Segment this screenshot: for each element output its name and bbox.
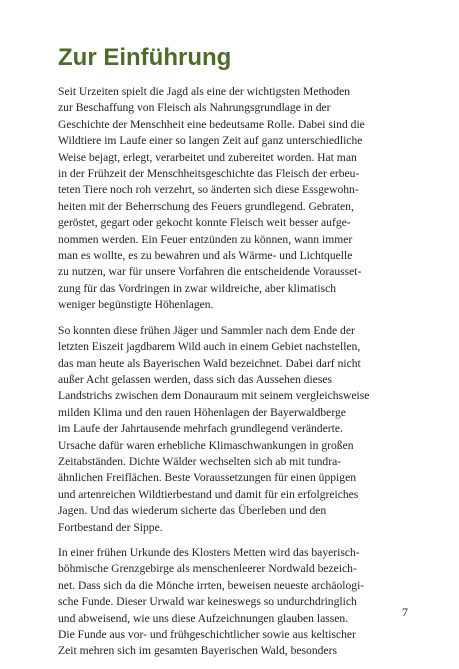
text-line: man es wollte, es zu bewahren und als Wärme- und Lichtquelle	[58, 249, 353, 263]
text-line: Zeitabständen. Dichte Wälder wechselten sich ab mit tundra-	[58, 454, 342, 468]
chapter-title: Zur Einführung	[58, 44, 232, 71]
text-line: in der Frühzeit der Menschheitsgeschichte das Fleisch der erbeu-	[58, 167, 360, 181]
paragraph-3	[58, 545, 413, 660]
text-line: Die Funde aus vor- und frühgeschichtlicher sowie aus keltischer	[58, 628, 356, 641]
text-line: und artenreichen Wildtierbestand und damit für ein erfolgreiches	[58, 487, 359, 501]
text-line: Jagen. Und das wiederum sicherte das Überleben und den	[58, 504, 327, 518]
text-line: So konnten diese frühen Jäger und Sammler nach dem Ende der	[58, 323, 355, 337]
text-line: außer Acht gelassen werden, dass sich das Aussehen dieses	[58, 372, 332, 386]
text-line: sche Funde. Dieser Urwald war keineswegs so undurchdringlich	[58, 595, 357, 609]
text-line: böhmische Grenzgebirge als menschenleerer Nordwald bezeich-	[58, 562, 357, 576]
text-line: Landstrichs zwischen dem Donauraum mit seinem vergleichsweise	[58, 389, 370, 403]
text-line: Zeit mehren sich im gesamten Bayerischen Wald, besonders	[58, 644, 337, 658]
text-line: nommen werden. Ein Feuer entzünden zu können, wann immer	[58, 232, 353, 246]
text-line: Seit Urzeiten spielt die Jagd als eine der wichtigsten Methoden	[58, 85, 351, 98]
text-line: und abweisend, wie uns diese Aufzeichnungen glauben lassen.	[58, 611, 349, 625]
text-line: zung für das Vordringen in zwar wildreiche, aber klimatisch	[58, 281, 337, 295]
text-line: heiten mit der Beherrschung des Feuers grundlegend. Gebraten,	[58, 199, 354, 213]
text-line: teten Tiere noch roh verzehrt, so änderten sich diese Essgewohn-	[58, 183, 359, 197]
paragraph-1	[58, 84, 413, 314]
text-line: weniger begünstigte Höhenlagen.	[58, 298, 214, 312]
text-line: zur Beschaffung von Fleisch als Nahrungsgrundlage in der	[58, 101, 331, 115]
body-text	[58, 84, 413, 669]
text-line: geröstet, gegart oder gekocht konnte Fleisch weit besser aufge-	[58, 216, 351, 230]
text-line: das man heute als Bayerischen Wald bezeichnet. Dabei darf nicht	[58, 356, 361, 370]
text-line: Fortbestand der Sippe.	[58, 520, 163, 534]
text-line: im Laufe der Jahrtausende mehrfach grundlegend veränderte.	[58, 422, 343, 436]
text-line: letzten Eiszeit jagdbarem Wild auch in einem Gebiet nachstellen,	[58, 340, 361, 354]
page-number: 7	[402, 605, 408, 619]
text-line: Wildtiere im Laufe einer so langen Zeit auf ganz unterschiedliche	[58, 134, 363, 148]
text-line: net. Dass sich da die Mönche irrten, beweisen neueste archäologi-	[58, 578, 365, 592]
text-line: milden Klima und den rauen Höhenlagen der Bayerwaldberge	[58, 405, 346, 419]
text-line: Weise bejagt, erlegt, verarbeitet und zubereitet worden. Hat man	[58, 150, 357, 164]
paragraph-2	[58, 323, 413, 536]
text-line: ähnlichen Freiflächen. Beste Voraussetzungen für einen üppigen	[58, 471, 357, 485]
text-line: In einer frühen Urkunde des Klosters Metten wird das bayerisch-	[58, 545, 360, 559]
text-line: Ursache dafür waren erhebliche Klimaschwankungen in großen	[58, 438, 354, 452]
text-line: zu nutzen, war für unsere Vorfahren die entscheidende Vorausset-	[58, 265, 362, 279]
text-line: Geschichte der Menschheit eine bedeutsame Rolle. Dabei sind die	[58, 117, 365, 131]
